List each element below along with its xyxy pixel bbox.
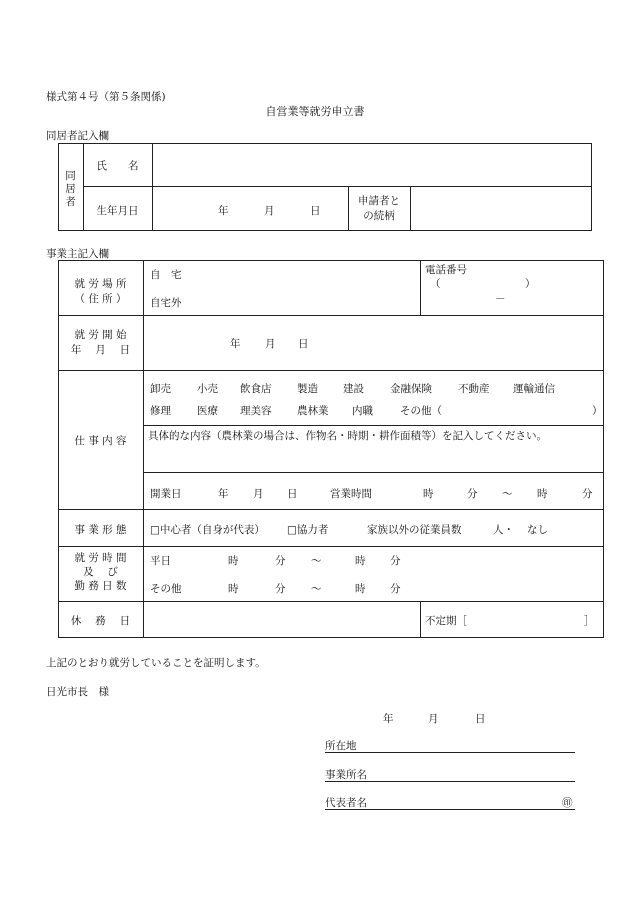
business-name-field[interactable] [325, 767, 575, 782]
name-label: 氏 名 [96, 160, 139, 172]
category-finance[interactable]: 金融保険 [390, 383, 432, 395]
other-start-minute: 分 [275, 583, 286, 595]
category-beauty[interactable]: 理美容 [240, 405, 272, 417]
category-manufacturing[interactable]: 製造 [297, 383, 318, 395]
birth-label: 生年月日 [96, 205, 139, 217]
open-day: 日 [287, 488, 298, 500]
central-person-checkbox[interactable]: □中心者（自身が代表） [150, 524, 265, 536]
other-tilde: ～ [311, 583, 322, 595]
other-start-hour: 時 [228, 583, 239, 595]
address-field[interactable] [325, 738, 575, 753]
holiday-field[interactable] [150, 606, 415, 633]
category-repair[interactable]: 修理 [150, 405, 171, 417]
category-agriculture[interactable]: 農林業 [297, 405, 329, 417]
certify-statement: 上記のとおり就労していることを証明します。 [46, 657, 266, 669]
seal-mark: ㊞ [562, 797, 573, 809]
open-date-label: 開業日 [150, 488, 182, 500]
form-id: 様式第４号（第５条関係) [46, 91, 166, 103]
outside-option[interactable]: 自宅外 [150, 297, 182, 309]
category-other[interactable]: その他（ [400, 405, 442, 417]
bh-end-hour: 時 [537, 488, 548, 500]
other-days-label: その他 [150, 583, 182, 595]
weekday-start-minute: 分 [275, 555, 286, 567]
weekday-label: 平日 [150, 555, 171, 567]
weekday-end-minute: 分 [390, 555, 401, 567]
irregular-close: ］ [584, 615, 595, 627]
open-month: 月 [253, 488, 264, 500]
addressee: 日光市長 様 [46, 686, 109, 698]
workplace-label: 就 労 場 所 （ 住 所 ） [74, 278, 127, 305]
sign-year: 年 [383, 713, 394, 725]
business-form-label: 事 業 形 態 [74, 524, 127, 536]
employees-unit: 人・ [493, 524, 514, 536]
phone-label: 電話番号 [425, 264, 467, 276]
details-instruction: 具体的な内容（農林業の場合は、作物名・時期・耕作面積等）を記入してください。 [148, 430, 547, 442]
representative-field[interactable] [325, 795, 575, 810]
cohabitant-heading: 同居者記入欄 [46, 130, 109, 142]
business-label: 仕 事 内 容 [74, 435, 127, 447]
bh-start-hour: 時 [423, 488, 434, 500]
relation-field[interactable] [414, 190, 586, 226]
sign-month: 月 [428, 713, 439, 725]
start-year: 年 [230, 338, 241, 350]
open-year: 年 [218, 488, 229, 500]
category-retail[interactable]: 小売 [197, 383, 218, 395]
category-realestate[interactable]: 不動産 [458, 383, 490, 395]
bh-start-minute: 分 [467, 488, 478, 500]
details-field[interactable] [148, 443, 598, 469]
weekday-end-hour: 時 [355, 555, 366, 567]
irregular-label: 不定期［ [425, 615, 467, 627]
business-name-label: 事業所名 [325, 769, 367, 781]
cooperator-checkbox[interactable]: □協力者 [287, 524, 329, 536]
bh-tilde: ～ [502, 488, 513, 500]
bh-end-minute: 分 [582, 488, 593, 500]
business-hours-label: 営業時間 [330, 488, 372, 500]
employees-label: 家族以外の従業員数 [367, 524, 462, 536]
home-option[interactable]: 自 宅 [150, 269, 182, 281]
category-construction[interactable]: 建設 [343, 383, 364, 395]
address-label: 所在地 [325, 740, 357, 752]
weekday-tilde: ～ [311, 555, 322, 567]
name-field[interactable] [158, 148, 586, 182]
category-restaurant[interactable]: 飲食店 [240, 383, 272, 395]
weekday-start-hour: 時 [228, 555, 239, 567]
work-hours-label: 就 労 時 間 及 び 勤 務 日 数 [74, 552, 127, 592]
sign-day: 日 [475, 713, 486, 725]
phone-open: （ [430, 278, 441, 290]
start-day: 日 [298, 338, 309, 350]
phone-dash: － [495, 293, 506, 305]
phone-close: ） [525, 278, 536, 290]
other-end-hour: 時 [355, 583, 366, 595]
birth-day: 日 [310, 205, 321, 217]
category-wholesale[interactable]: 卸売 [150, 383, 171, 395]
category-medical[interactable]: 医療 [197, 405, 218, 417]
category-transport[interactable]: 運輸通信 [513, 383, 555, 395]
start-month: 月 [265, 338, 276, 350]
category-other-close: ） [592, 405, 603, 417]
relation-label: 申請者と の続柄 [358, 195, 400, 222]
document-title: 自営業等就労申立書 [265, 105, 365, 118]
holiday-label: 休 務 日 [70, 615, 131, 627]
birth-month: 月 [264, 205, 275, 217]
start-label: 就 労 開 始 年 月 日 [70, 329, 131, 356]
cohabitant-side-label: 同 居 者 [65, 170, 76, 208]
employer-heading: 事業主記入欄 [46, 248, 109, 260]
other-end-minute: 分 [390, 583, 401, 595]
category-homework[interactable]: 内職 [352, 405, 373, 417]
birth-year: 年 [218, 205, 229, 217]
employees-none[interactable]: なし [527, 524, 548, 536]
representative-label: 代表者名 [325, 797, 367, 809]
